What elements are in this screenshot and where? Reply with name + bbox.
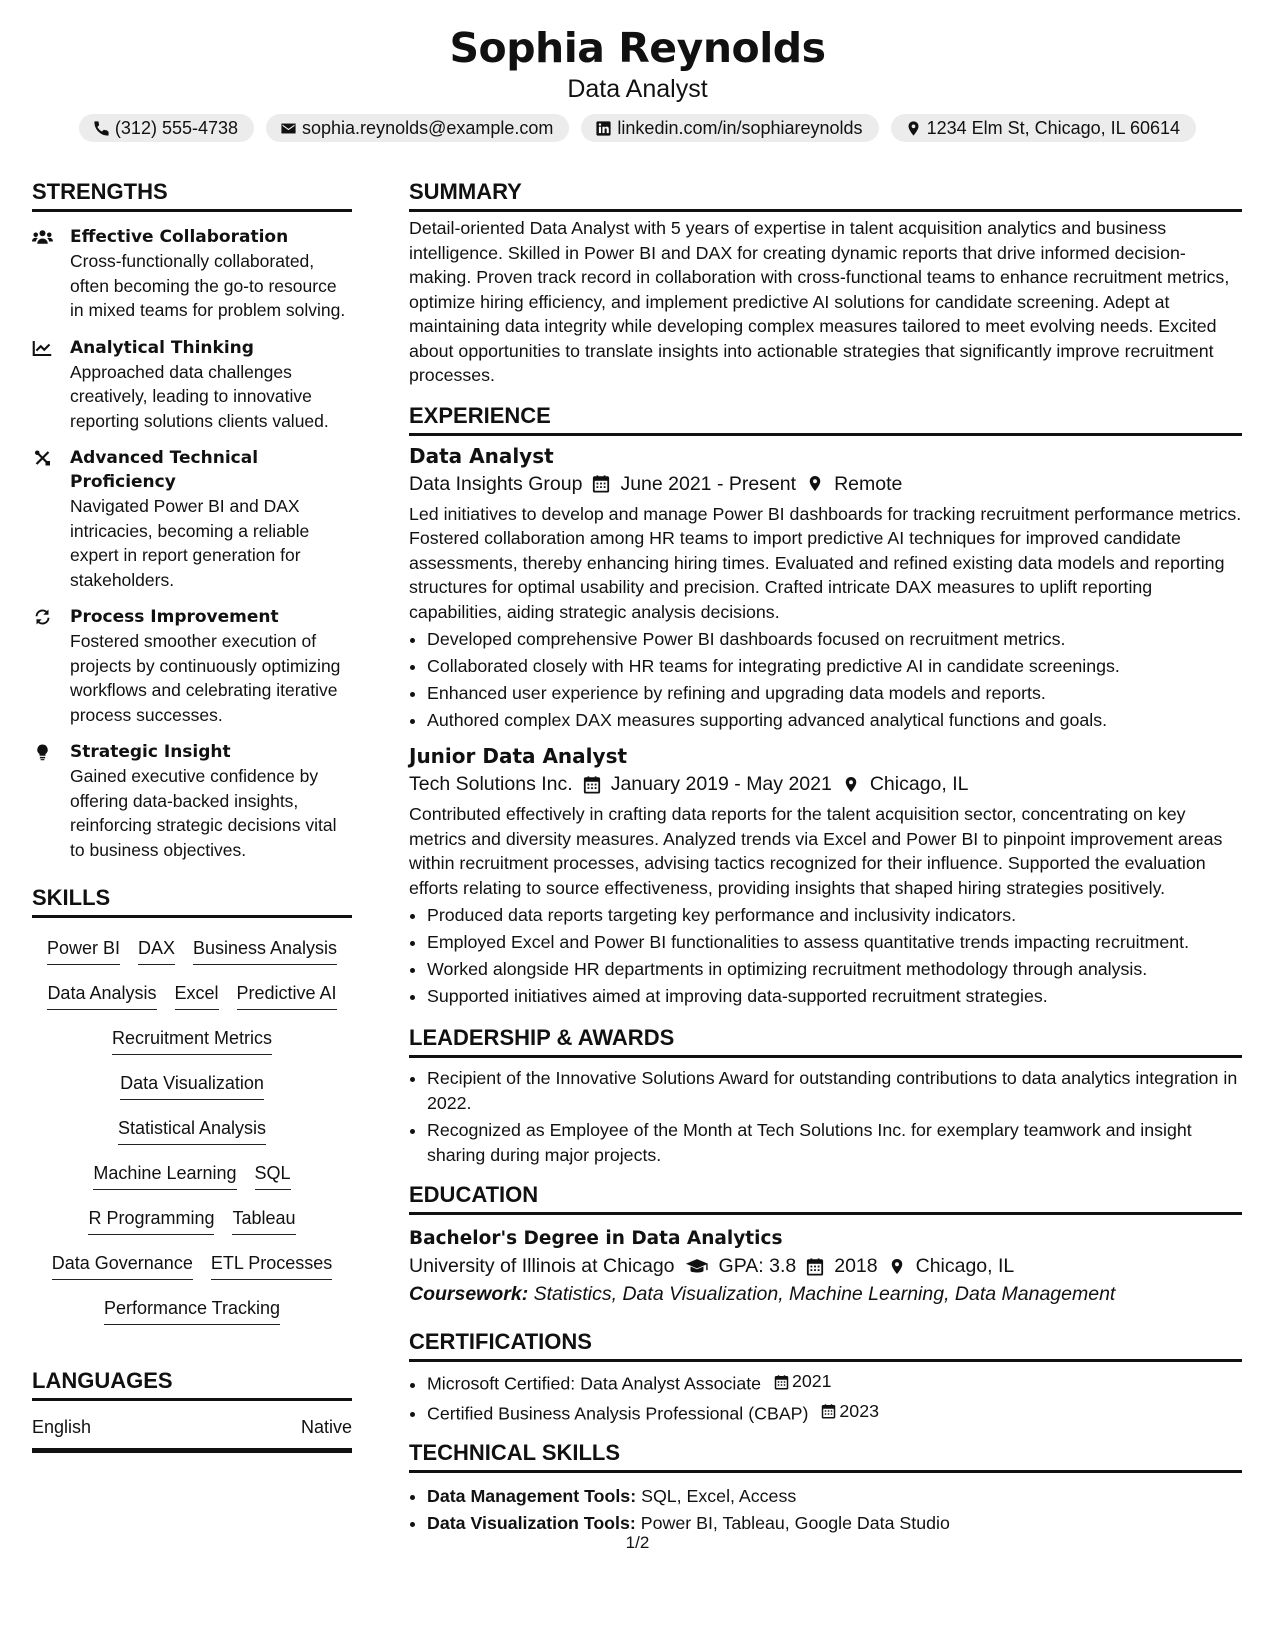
- strength-item: [32, 740, 352, 862]
- leadership-list: [427, 1066, 1242, 1167]
- certification-item: [427, 1398, 1242, 1428]
- education-heading: EDUCATION: [409, 1181, 1242, 1215]
- certifications-list: [427, 1368, 1242, 1427]
- languages-heading: LANGUAGES: [32, 1367, 352, 1401]
- job-bullet: • Worked alongside HR departments in optimizing recruitment methodology through analysis.: [427, 956, 1242, 983]
- calendar-icon: [806, 1257, 824, 1276]
- users-icon: [32, 228, 53, 246]
- school-location: Chicago, IL: [915, 1255, 1015, 1277]
- skill-tag: Power BI: [47, 928, 120, 965]
- strength-item: [32, 336, 352, 434]
- job-location: Chicago, IL: [869, 773, 969, 795]
- job-bullet: • Supported initiatives aimed at improving data-supported recruitment strategies.: [427, 983, 1242, 1010]
- education-meta: [409, 1252, 1242, 1280]
- job-bullet: • Employed Excel and Power BI functionalities to assess quantitative trends impacting recruitment.: [427, 929, 1242, 956]
- strength-title: Analytical Thinking: [70, 337, 254, 358]
- strength-item: [32, 605, 352, 727]
- technical-skills-list: [427, 1483, 1242, 1537]
- job-bullet: • Developed comprehensive Power BI dashboards focused on recruitment metrics.: [427, 626, 1242, 653]
- job-title: Junior Data Analyst: [409, 744, 628, 768]
- skill-tag: Data Governance: [52, 1243, 193, 1280]
- envelope-icon: [280, 120, 297, 137]
- skill-tag: Performance Tracking: [104, 1288, 280, 1325]
- skill-tag: Recruitment Metrics: [112, 1018, 272, 1055]
- gpa-text: GPA: 3.8: [718, 1255, 797, 1277]
- certifications-heading: CERTIFICATIONS: [409, 1328, 1242, 1362]
- resume-header: [0, 22, 1275, 142]
- language-level: Native: [300, 1417, 352, 1437]
- left-column: [32, 178, 352, 1453]
- award-item: • Recognized as Employee of the Month at Tech Solutions Inc. for exemplary teamwork and insight sharing during major projects.: [427, 1118, 1242, 1167]
- certification-year: 2021: [791, 1371, 832, 1391]
- sync-icon: [32, 608, 53, 626]
- language-name: English: [32, 1417, 92, 1437]
- calendar-icon: [774, 1374, 789, 1390]
- skills-heading: SKILLS: [32, 884, 352, 918]
- award-item: • Recipient of the Innovative Solutions Award for outstanding contributions to data analytics integration in 2022.: [427, 1066, 1242, 1115]
- certification-name: Microsoft Certified: Data Analyst Associate: [427, 1373, 762, 1394]
- technical-skill-label: Data Visualization Tools:: [427, 1513, 636, 1533]
- language-row: [32, 1417, 352, 1453]
- technical-skill-value: SQL, Excel, Access: [641, 1486, 797, 1506]
- address-text: 1234 Elm St, Chicago, IL 60614: [926, 118, 1181, 138]
- technical-skill-label: Data Management Tools:: [427, 1486, 637, 1506]
- candidate-title: Data Analyst: [567, 75, 708, 103]
- job-bullets: [427, 902, 1242, 1010]
- summary-heading: SUMMARY: [409, 178, 1242, 212]
- job-dates: June 2021 - Present: [620, 472, 797, 495]
- right-column: [409, 178, 1242, 1537]
- calendar-icon: [592, 474, 610, 493]
- coursework-text: Statistics, Data Visualization, Machine Learning, Data Management: [533, 1283, 1116, 1305]
- strength-text: Gained executive confidence by offering data-backed insights, reinforcing strategic decisions vital to business objectives.: [70, 766, 337, 860]
- technical-skills-heading: TECHNICAL SKILLS: [409, 1439, 1242, 1473]
- skill-tag: Machine Learning: [93, 1153, 236, 1190]
- job-location: Remote: [834, 472, 903, 495]
- company-name: Data Insights Group: [409, 472, 583, 495]
- job-meta: [409, 470, 1242, 498]
- strength-text: Cross-functionally collaborated, often becoming the go-to resource in mixed teams for problem solving.: [70, 251, 346, 320]
- coursework: [409, 1280, 1242, 1308]
- certification-item: [427, 1368, 1242, 1398]
- page-number: 1/2: [625, 1533, 650, 1552]
- map-pin-icon: [905, 120, 922, 137]
- skills-list: [32, 928, 352, 1333]
- experience-entry: [409, 442, 1242, 735]
- job-meta: [409, 770, 1242, 798]
- graduation-cap-icon: [685, 1257, 709, 1276]
- calendar-icon: [821, 1403, 836, 1419]
- linkedin-chip[interactable]: [581, 114, 878, 142]
- school-name: University of Illinois at Chicago: [409, 1255, 675, 1277]
- coursework-label: Coursework:: [409, 1283, 529, 1305]
- technical-skill-value: Power BI, Tableau, Google Data Studio: [640, 1513, 950, 1533]
- summary-text: Detail-oriented Data Analyst with 5 years of expertise in talent acquisition analytics and business intelligence. Skilled in Power BI and DAX for creating dynamic reports that drive informed decision-making. Proven track record in collaboration with cross-functional teams to enhance recruitment metrics, optimize hiring efficiency, and implement predictive AI solutions for candidate screening. Adept at maintaining data integrity while developing complex measures tailored to meet evolving needs. Excited about opportunities to translate insights into actionable strategies that significantly improve recruitment processes.: [409, 218, 1230, 385]
- technical-skill-item: [427, 1483, 1242, 1510]
- degree-title: Bachelor's Degree in Data Analytics: [409, 1228, 783, 1249]
- phone-chip[interactable]: [79, 114, 254, 142]
- strength-item: [32, 446, 352, 592]
- skill-tag: Predictive AI: [237, 973, 337, 1010]
- linkedin-icon: [595, 120, 612, 137]
- graduation-year: 2018: [834, 1255, 878, 1277]
- job-description: Led initiatives to develop and manage Power BI dashboards for tracking recruitment performance metrics. Fostered collaboration among HR teams to import predictive AI techniques for improved candidate assessments, thereby enhancing hiring times. Evaluated and refined existing data models and reporting structures for optimal usability and precision. Crafted intricate DAX measures to uplift reporting capabilities, aiding strategic analysis decisions.: [409, 503, 1242, 622]
- calendar-icon: [583, 775, 601, 794]
- skill-tag: Excel: [175, 973, 219, 1010]
- skill-tag: Business Analysis: [193, 928, 337, 965]
- map-pin-icon: [842, 775, 860, 794]
- strength-item: [32, 225, 352, 323]
- job-bullet: • Produced data reports targeting key performance and inclusivity indicators.: [427, 902, 1242, 929]
- strength-text: Approached data challenges creatively, leading to innovative reporting solutions clients valued.: [70, 361, 329, 431]
- email-chip[interactable]: [266, 114, 569, 142]
- job-bullet: • Collaborated closely with HR teams for integrating predictive AI in candidate screenings.: [427, 653, 1242, 680]
- skill-tag: Data Analysis: [47, 973, 156, 1010]
- job-description: Contributed effectively in crafting data reports for the talent acquisition sector, concentrating on key metrics and diversity measures. Analyzed trends via Excel and Power BI to pinpoint improvement areas within recruitment processes, advising tactics recognized for their influence. Supported the evaluation efforts relating to source effectiveness, providing insights that shaped hiring strategies positively.: [409, 804, 1223, 898]
- experience-heading: EXPERIENCE: [409, 402, 1242, 436]
- company-name: Tech Solutions Inc.: [409, 773, 573, 795]
- contact-bar: [0, 114, 1275, 142]
- linkedin-text: linkedin.com/in/sophiareynolds: [617, 118, 863, 138]
- phone-icon: [93, 120, 110, 137]
- job-bullet: • Authored complex DAX measures supporting advanced analytical functions and goals.: [427, 707, 1242, 734]
- strengths-heading: STRENGTHS: [32, 178, 352, 212]
- certification-name: Certified Business Analysis Professional (CBAP): [427, 1403, 809, 1423]
- lightbulb-icon: [32, 743, 53, 761]
- email-text: sophia.reynolds@example.com: [302, 118, 554, 138]
- job-bullet: • Enhanced user experience by refining and upgrading data models and reports.: [427, 680, 1242, 707]
- skill-tag: DAX: [138, 928, 175, 965]
- chart-line-icon: [32, 339, 53, 357]
- strength-text: Navigated Power BI and DAX intricacies, becoming a reliable expert in report generation for stakeholders.: [70, 496, 310, 590]
- address-chip: [891, 114, 1197, 142]
- skill-tag: Statistical Analysis: [118, 1108, 266, 1145]
- job-dates: January 2019 - May 2021: [610, 773, 832, 795]
- strength-title: Strategic Insight: [70, 742, 231, 762]
- leadership-heading: LEADERSHIP & AWARDS: [409, 1024, 1242, 1058]
- skill-tag: ETL Processes: [211, 1243, 332, 1280]
- skill-tag: Data Visualization: [120, 1063, 264, 1100]
- map-pin-icon: [888, 1257, 906, 1276]
- skill-tag: SQL: [255, 1153, 291, 1190]
- candidate-name: Sophia Reynolds: [449, 24, 826, 72]
- certification-year: 2023: [839, 1400, 879, 1421]
- phone-text: (312) 555-4738: [114, 118, 239, 138]
- job-title: Data Analyst: [409, 443, 554, 468]
- strength-title: Effective Collaboration: [70, 227, 289, 247]
- strength-title: Advanced Technical Proficiency: [70, 448, 259, 492]
- tools-icon: [32, 449, 53, 467]
- strength-text: Fostered smoother execution of projects by continuously optimizing workflows and celebrating iterative process successes.: [70, 631, 341, 725]
- map-pin-icon: [806, 474, 824, 493]
- skill-tag: Tableau: [232, 1198, 295, 1235]
- skill-tag: R Programming: [88, 1198, 214, 1235]
- strength-title: Process Improvement: [70, 607, 279, 627]
- job-bullets: [427, 626, 1242, 734]
- experience-entry: [409, 742, 1242, 1010]
